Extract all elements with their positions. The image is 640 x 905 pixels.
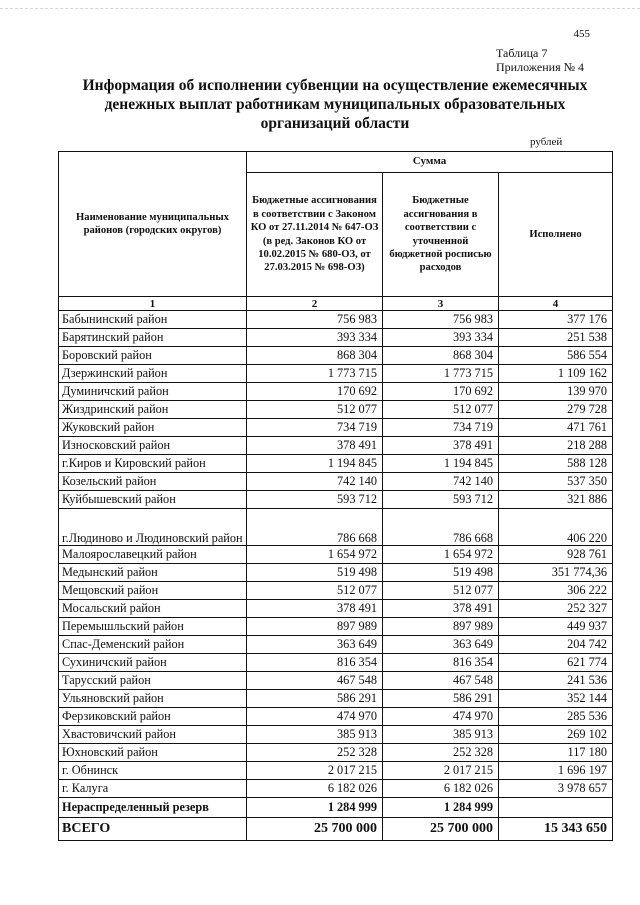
table-row: [59, 690, 613, 708]
row-name: Медынский район: [59, 564, 247, 582]
table-row: [59, 437, 613, 455]
subvention-table: [58, 151, 613, 841]
table-row: [59, 546, 613, 564]
row-law-allocation: 734 719: [247, 419, 383, 437]
row-executed: 449 937: [499, 618, 613, 636]
row-refined-allocation: 512 077: [383, 582, 499, 600]
table-row: [59, 636, 613, 654]
table-row: [59, 311, 613, 329]
row-executed: 1 696 197: [499, 762, 613, 780]
row-law-allocation: 393 334: [247, 329, 383, 347]
row-law-allocation: 385 913: [247, 726, 383, 744]
row-law-allocation: 897 989: [247, 618, 383, 636]
col-number: 3: [383, 297, 499, 311]
table-row: [59, 383, 613, 401]
row-refined-allocation: 786 668: [383, 509, 499, 546]
row-refined-allocation: 467 548: [383, 672, 499, 690]
row-executed: 471 761: [499, 419, 613, 437]
row-name: Боровский район: [59, 347, 247, 365]
col-number: 2: [247, 297, 383, 311]
row-law-allocation: 512 077: [247, 582, 383, 600]
row-refined-allocation: 6 182 026: [383, 780, 499, 798]
row-name: Перемышльский район: [59, 618, 247, 636]
row-refined-allocation: 1 284 999: [383, 798, 499, 818]
row-refined-allocation: 868 304: [383, 347, 499, 365]
row-refined-allocation: 25 700 000: [383, 818, 499, 841]
page-number: 455: [573, 28, 590, 40]
row-refined-allocation: 512 077: [383, 401, 499, 419]
table-row: [59, 419, 613, 437]
col-number: 1: [59, 297, 247, 311]
row-law-allocation: 252 328: [247, 744, 383, 762]
table-reference: [496, 46, 584, 74]
table-row: [59, 708, 613, 726]
row-name: Думиничский район: [59, 383, 247, 401]
row-law-allocation: 1 194 845: [247, 455, 383, 473]
row-refined-allocation: 593 712: [383, 491, 499, 509]
row-refined-allocation: 474 970: [383, 708, 499, 726]
row-law-allocation: 25 700 000: [247, 818, 383, 841]
row-name: Износковский район: [59, 437, 247, 455]
row-refined-allocation: 897 989: [383, 618, 499, 636]
row-law-allocation: 467 548: [247, 672, 383, 690]
row-executed: 537 350: [499, 473, 613, 491]
row-law-allocation: 519 498: [247, 564, 383, 582]
row-executed: 218 288: [499, 437, 613, 455]
table-row: [59, 726, 613, 744]
row-law-allocation: 1 284 999: [247, 798, 383, 818]
row-name: Нераспределенный резерв: [59, 798, 247, 818]
row-name: Козельский район: [59, 473, 247, 491]
row-executed: [499, 798, 613, 818]
table-row: [59, 672, 613, 690]
row-executed: 621 774: [499, 654, 613, 672]
row-law-allocation: 786 668: [247, 509, 383, 546]
row-name: Ферзиковский район: [59, 708, 247, 726]
table-row: [59, 401, 613, 419]
row-law-allocation: 586 291: [247, 690, 383, 708]
row-refined-allocation: 734 719: [383, 419, 499, 437]
table-row: [59, 582, 613, 600]
row-executed: 3 978 657: [499, 780, 613, 798]
row-refined-allocation: 742 140: [383, 473, 499, 491]
row-name: Бабынинский район: [59, 311, 247, 329]
table-reference-line1: Таблица 7: [496, 46, 548, 60]
row-executed: 321 886: [499, 491, 613, 509]
row-refined-allocation: 252 328: [383, 744, 499, 762]
row-refined-allocation: 586 291: [383, 690, 499, 708]
table-row: [59, 564, 613, 582]
col-number: 4: [499, 297, 613, 311]
table-row: [59, 744, 613, 762]
row-name: Ульяновский район: [59, 690, 247, 708]
row-law-allocation: 512 077: [247, 401, 383, 419]
row-law-allocation: 816 354: [247, 654, 383, 672]
table-row: [59, 762, 613, 780]
row-law-allocation: 593 712: [247, 491, 383, 509]
row-executed: 377 176: [499, 311, 613, 329]
row-executed: 351 774,36: [499, 564, 613, 582]
row-law-allocation: 474 970: [247, 708, 383, 726]
row-executed: 279 728: [499, 401, 613, 419]
row-executed: 15 343 650: [499, 818, 613, 841]
row-refined-allocation: 363 649: [383, 636, 499, 654]
row-law-allocation: 378 491: [247, 600, 383, 618]
scan-artifact-line: [0, 8, 640, 11]
reserve-row: [59, 798, 613, 818]
row-refined-allocation: 378 491: [383, 600, 499, 618]
row-law-allocation: 378 491: [247, 437, 383, 455]
row-law-allocation: 756 983: [247, 311, 383, 329]
row-name: Хвастовичский район: [59, 726, 247, 744]
row-refined-allocation: 1 194 845: [383, 455, 499, 473]
currency-unit: рублей: [530, 136, 563, 148]
total-row: [59, 818, 613, 841]
row-law-allocation: 170 692: [247, 383, 383, 401]
row-name: г. Обнинск: [59, 762, 247, 780]
row-name: Тарусский район: [59, 672, 247, 690]
row-name: Сухиничский район: [59, 654, 247, 672]
row-name: г.Киров и Кировский район: [59, 455, 247, 473]
row-name: Мосальский район: [59, 600, 247, 618]
table-row: [59, 473, 613, 491]
row-name: Куйбышевский район: [59, 491, 247, 509]
row-refined-allocation: 385 913: [383, 726, 499, 744]
row-executed: 406 220: [499, 509, 613, 546]
row-executed: 269 102: [499, 726, 613, 744]
row-refined-allocation: 756 983: [383, 311, 499, 329]
row-executed: 251 538: [499, 329, 613, 347]
row-executed: 204 742: [499, 636, 613, 654]
row-name: Мещовский район: [59, 582, 247, 600]
row-refined-allocation: 2 017 215: [383, 762, 499, 780]
col-header-name: Наименование муниципальных районов (городских округов): [59, 152, 247, 297]
table-row: [59, 347, 613, 365]
col-header-executed: Исполнено: [499, 173, 613, 297]
row-executed: 306 222: [499, 582, 613, 600]
row-name: Дзержинский район: [59, 365, 247, 383]
row-name: Малоярославецкий район: [59, 546, 247, 564]
table-row: [59, 618, 613, 636]
row-refined-allocation: 1 654 972: [383, 546, 499, 564]
table-row: [59, 455, 613, 473]
row-refined-allocation: 378 491: [383, 437, 499, 455]
table-row: [59, 509, 613, 546]
table-row: [59, 780, 613, 798]
row-law-allocation: 868 304: [247, 347, 383, 365]
col-header-refined-allocation: Бюджетные ассигнования в соответствии с уточненной бюджетной росписью расходов: [383, 173, 499, 297]
row-executed: 928 761: [499, 546, 613, 564]
row-law-allocation: 363 649: [247, 636, 383, 654]
row-executed: 241 536: [499, 672, 613, 690]
row-executed: 252 327: [499, 600, 613, 618]
table-row: [59, 600, 613, 618]
row-law-allocation: 742 140: [247, 473, 383, 491]
col-header-sum: Сумма: [247, 152, 613, 173]
col-header-law-allocation: Бюджетные ассигнования в соответствии с Законом КО от 27.11.2014 № 647-ОЗ (в ред. Законов КО от 10.02.2015 № 680-ОЗ, от 27.03.2015 № 698-ОЗ): [247, 173, 383, 297]
row-executed: 352 144: [499, 690, 613, 708]
row-refined-allocation: 816 354: [383, 654, 499, 672]
table-row: [59, 491, 613, 509]
row-refined-allocation: 519 498: [383, 564, 499, 582]
row-name: ВСЕГО: [59, 818, 247, 841]
row-refined-allocation: 393 334: [383, 329, 499, 347]
row-law-allocation: 6 182 026: [247, 780, 383, 798]
table-reference-line2: Приложения № 4: [496, 60, 585, 74]
row-law-allocation: 1 654 972: [247, 546, 383, 564]
row-name: Спас-Деменский район: [59, 636, 247, 654]
row-name: г.Людиново и Людиновский район: [59, 509, 247, 546]
row-name: Барятинский район: [59, 329, 247, 347]
row-name: Жиздринский район: [59, 401, 247, 419]
row-executed: 139 970: [499, 383, 613, 401]
row-executed: 117 180: [499, 744, 613, 762]
row-name: Жуковский район: [59, 419, 247, 437]
row-name: г. Калуга: [59, 780, 247, 798]
document-title: Информация об исполнении субвенции на осуществление ежемесячных денежных выплат работникам муниципальных образовательных организаций области: [82, 77, 588, 132]
row-name: Юхновский район: [59, 744, 247, 762]
row-executed: 586 554: [499, 347, 613, 365]
row-executed: 588 128: [499, 455, 613, 473]
row-refined-allocation: 170 692: [383, 383, 499, 401]
row-executed: 1 109 162: [499, 365, 613, 383]
table-row: [59, 329, 613, 347]
row-law-allocation: 2 017 215: [247, 762, 383, 780]
table-row: [59, 654, 613, 672]
row-refined-allocation: 1 773 715: [383, 365, 499, 383]
row-executed: 285 536: [499, 708, 613, 726]
row-law-allocation: 1 773 715: [247, 365, 383, 383]
table-row: [59, 365, 613, 383]
